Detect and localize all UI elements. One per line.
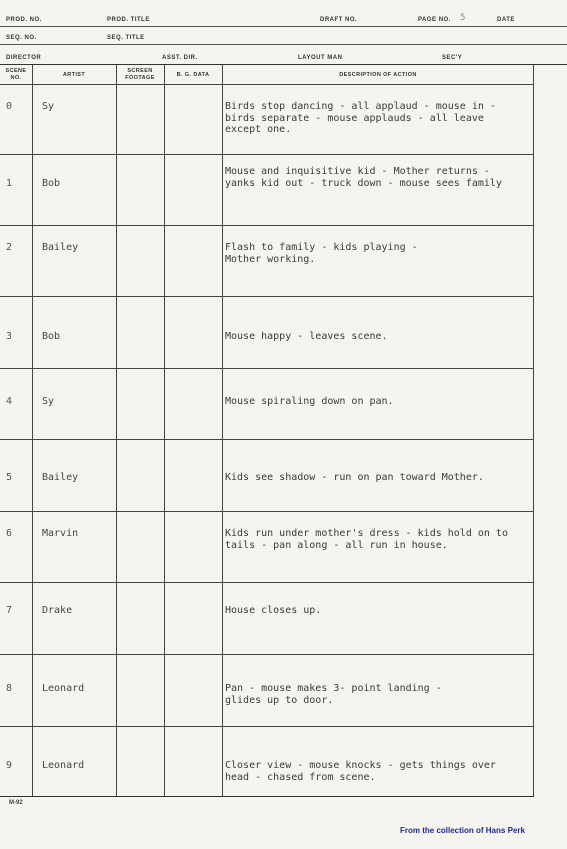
scene-number: 7 bbox=[6, 605, 13, 616]
secy-label: SEC'Y bbox=[442, 55, 463, 61]
table-row bbox=[0, 226, 534, 296]
artist-name: Bob bbox=[42, 331, 61, 342]
col-bg-data: B. G. DATA bbox=[176, 71, 210, 78]
action-description: Kids see shadow - run on pan toward Mother. bbox=[225, 472, 484, 483]
table-row bbox=[0, 297, 534, 368]
page-no-value: 5 bbox=[460, 13, 466, 23]
col-artist: ARTIST bbox=[62, 71, 86, 78]
action-description: Closer view - mouse knocks - gets things over head - chased from scene. bbox=[225, 760, 496, 783]
action-description: Birds stop dancing - all applaud - mouse in - birds separate - mouse applauds - all leave except one. bbox=[225, 101, 496, 135]
collection-credit: From the collection of Hans Perk bbox=[400, 826, 525, 835]
artist-name: Bob bbox=[42, 178, 61, 189]
table-row bbox=[0, 369, 534, 439]
prod-title-label: PROD. TITLE bbox=[107, 17, 150, 23]
action-description: Mouse and inquisitive kid - Mother returns - yanks kid out - truck down - mouse sees family bbox=[225, 166, 502, 189]
scene-number: 1 bbox=[6, 178, 13, 189]
layout-man-label: LAYOUT MAN bbox=[298, 55, 343, 61]
artist-name: Leonard bbox=[42, 760, 85, 771]
table-row bbox=[0, 512, 534, 582]
table-row bbox=[0, 583, 534, 654]
prod-no-label: PROD. NO. bbox=[6, 17, 42, 23]
action-description: Kids run under mother's dress - kids hold on to tails - pan along - all run in house. bbox=[225, 528, 508, 551]
director-label: DIRECTOR bbox=[6, 55, 42, 61]
scene-number: 6 bbox=[6, 528, 13, 539]
table-row bbox=[0, 85, 534, 154]
page-no-label: PAGE NO. bbox=[418, 17, 451, 23]
scene-number: 2 bbox=[6, 242, 13, 253]
action-description: Flash to family - kids playing - Mother working. bbox=[225, 242, 418, 265]
table-row bbox=[0, 155, 534, 225]
artist-name: Sy bbox=[42, 101, 55, 112]
artist-name: Marvin bbox=[42, 528, 79, 539]
scene-number: 8 bbox=[6, 683, 13, 694]
scene-number: 5 bbox=[6, 472, 13, 483]
artist-name: Bailey bbox=[42, 242, 79, 253]
scene-number: 4 bbox=[6, 396, 13, 407]
seq-no-label: SEQ. NO. bbox=[6, 35, 37, 41]
asst-dir-label: ASST. DIR. bbox=[162, 55, 198, 61]
col-description: DESCRIPTION OF ACTION bbox=[339, 71, 417, 78]
draft-no-label: DRAFT NO. bbox=[320, 17, 358, 23]
table-row bbox=[0, 655, 534, 726]
action-description: Pan - mouse makes 3- point landing - glides up to door. bbox=[225, 683, 442, 706]
scene-number: 9 bbox=[6, 760, 13, 771]
action-description: Mouse happy - leaves scene. bbox=[225, 331, 388, 342]
col-screen-footage: SCREEN FOOTAGE bbox=[125, 68, 155, 81]
form-code: M-92 bbox=[9, 800, 23, 806]
artist-name: Sy bbox=[42, 396, 55, 407]
scene-number: 3 bbox=[6, 331, 13, 342]
table-row bbox=[0, 440, 534, 511]
artist-name: Drake bbox=[42, 605, 73, 616]
action-description: House closes up. bbox=[225, 605, 322, 616]
col-scene-no: SCENE NO. bbox=[5, 68, 27, 81]
date-label: DATE bbox=[497, 17, 515, 23]
artist-name: Bailey bbox=[42, 472, 79, 483]
seq-title-label: SEQ. TITLE bbox=[107, 35, 145, 41]
artist-name: Leonard bbox=[42, 683, 85, 694]
scene-number: 0 bbox=[6, 101, 13, 112]
action-description: Mouse spiraling down on pan. bbox=[225, 396, 394, 407]
table-row bbox=[0, 727, 534, 796]
